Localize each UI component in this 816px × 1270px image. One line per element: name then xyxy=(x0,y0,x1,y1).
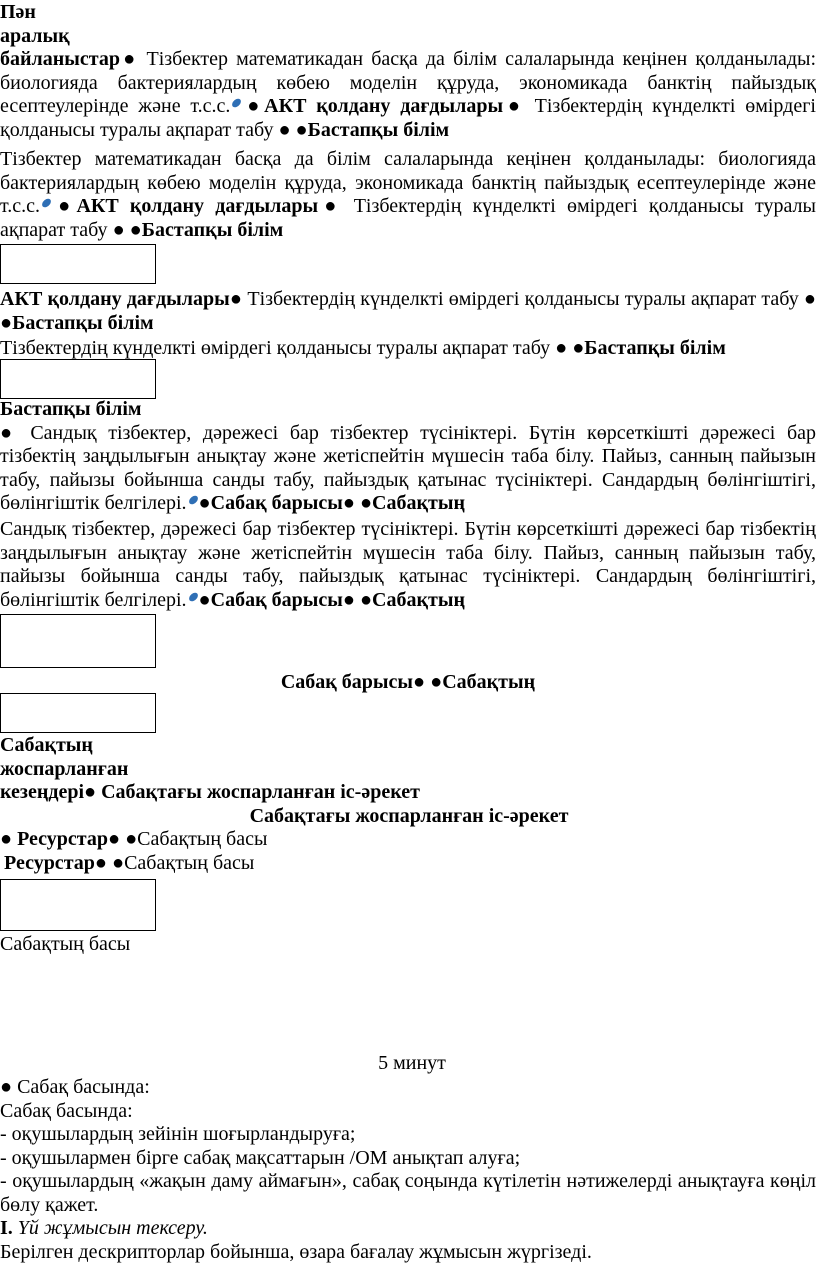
lesson-start-text: Сабақтың басы xyxy=(124,851,255,874)
bullet-icon: ● xyxy=(84,781,97,803)
intersubject-repeat-block xyxy=(0,148,816,242)
bullet-icon: ● xyxy=(0,311,13,334)
bullet-icon: ● xyxy=(295,118,308,141)
bullet-icon: ● xyxy=(111,851,125,874)
stages-heading-line3: кезеңдері xyxy=(0,781,85,803)
heading-aralyk: аралық xyxy=(0,24,70,47)
ict-heading: АКТ қолдану дағдылары xyxy=(76,195,319,217)
empty-table-cell xyxy=(0,614,156,668)
bullet-icon: ● xyxy=(107,828,121,850)
time-label: 5 минут xyxy=(378,1052,446,1074)
ict-text: Тізбектердің күнделкті өмірдегі қолданысы туралы ақпарат табу xyxy=(0,195,816,241)
stages-heading-line1: Сабақтың xyxy=(0,734,93,756)
lesson-heading: Сабақтың xyxy=(372,492,465,514)
prior-knowledge-text: Сандық тізбектер, дәрежесі бар тізбектер түсініктері. Бүтін көрсеткішті дәрежесі бар тізбектің заңдылығын анықтау және жетіспейтін мүшесін таба білу. Пайыз, санның пайызын табу, пайызы бойынша санды табу, пайыздық қатынас түсініктері. Сандардың бөлінгіштігі, бөлінгіштік белгілері. xyxy=(0,421,816,514)
empty-table-cell xyxy=(0,244,156,284)
empty-table-cell xyxy=(0,359,156,399)
prior-knowledge-heading: Бастапқы білім xyxy=(307,118,450,141)
resources-heading: Ресурстар xyxy=(4,851,95,874)
blue-bullet-icon xyxy=(187,590,198,602)
bullet-icon: ● xyxy=(112,218,125,241)
lesson-progress-heading: Сабақ барысы xyxy=(280,671,414,693)
prior-knowledge-heading: Бастапқы білім xyxy=(12,311,154,334)
resources-heading: Ресурстар xyxy=(12,828,108,850)
bullet-icon: ● xyxy=(430,671,443,693)
bullet-icon: ● xyxy=(0,1076,13,1098)
prior-knowledge-heading: Бастапқы білім xyxy=(141,218,284,241)
bullet-icon: ● xyxy=(125,828,138,850)
bullet-icon: ● xyxy=(342,492,355,514)
bullet-icon: ● xyxy=(278,118,291,141)
homework-check-heading: Үй жұмысын тексеру. xyxy=(12,1217,208,1239)
bullet-icon: ● xyxy=(359,588,373,611)
peer-assessment-text: Берілген дескрипторлар бойынша, өзара бағалау жұмысын жүргізеді. xyxy=(0,1240,592,1263)
bullet-icon: ● xyxy=(229,288,243,310)
planned-activity-heading: Сабақтағы жоспарланған іс-әрекет xyxy=(96,781,420,803)
prior-knowledge-heading: Бастапқы білім xyxy=(0,398,142,420)
lesson-heading: Сабақтың xyxy=(372,588,465,611)
at-start-label: Сабақ басында: xyxy=(12,1076,150,1098)
ict-block xyxy=(0,288,816,335)
bullet-icon: ● xyxy=(342,588,355,611)
bullet-icon: ● xyxy=(572,337,585,359)
bullet-icon: ● xyxy=(94,851,107,874)
lesson-start-block xyxy=(0,933,816,957)
bullet-icon: ● xyxy=(318,195,343,217)
bullet-icon: ● xyxy=(803,288,816,310)
stages-heading-line2: жоспарланған xyxy=(0,757,129,780)
ict-repeat-block xyxy=(0,337,816,361)
heading-bailanystar: байланыстар xyxy=(0,48,120,70)
lesson-heading: Сабақтың xyxy=(442,671,536,693)
prior-knowledge-text: Сандық тізбектер, дәрежесі бар тізбектер түсініктері. Бүтін көрсеткішті дәрежесі бар тізбектің заңдылығын анықтау және жетіспейтін мүшесін таба білу. Пайыз, санның пайызын табу, пайызы бойынша санды табу, пайыздық қатынас түсініктері. Сандардың бөлінгіштігі, бөлінгіштік белгілері. xyxy=(0,518,816,611)
bullet-icon: ● xyxy=(119,48,139,70)
resources-line xyxy=(0,828,816,852)
empty-table-cell xyxy=(0,879,156,931)
ict-text: Тізбектердің күнделкті өмірдегі қолданысы туралы ақпарат табу xyxy=(242,288,804,310)
section-number: I. xyxy=(0,1217,13,1239)
bullet-icon: ● xyxy=(242,95,265,117)
blue-bullet-icon xyxy=(231,97,242,109)
bullet-icon: ● xyxy=(129,218,142,241)
bullet-icon: ● xyxy=(0,421,19,444)
bullet-icon: ● xyxy=(555,337,568,359)
bullet-icon: ● xyxy=(198,492,211,514)
bullet-icon: ● xyxy=(0,828,13,850)
lesson-start-details xyxy=(0,1076,816,1264)
bullet-icon: ● xyxy=(198,588,211,611)
resources-line-repeat xyxy=(0,852,816,876)
ict-text: Тізбектердің күнделкті өмірдегі қолданысы туралы ақпарат табу xyxy=(0,95,816,141)
prior-knowledge-repeat-block xyxy=(0,518,816,612)
bullet-icon: ● xyxy=(359,492,373,514)
empty-table-cell xyxy=(0,693,156,733)
lesson-stages-block xyxy=(0,734,816,875)
ict-text: Тізбектердің күнделкті өмірдегі қолданысы туралы ақпарат табу xyxy=(0,337,556,359)
lesson-progress-heading: Сабақ барысы xyxy=(210,492,343,514)
planned-activity-centered: Сабақтағы жоспарланған іс-әрекет xyxy=(249,804,569,827)
ict-heading: АКТ қолдану дағдылары xyxy=(0,288,230,310)
lesson-start-text: Сабақтың басы xyxy=(0,933,131,955)
intersubject-block xyxy=(0,1,816,142)
heading-pan: Пән xyxy=(0,1,36,23)
lesson-start-text: Сабақтың басы xyxy=(137,828,268,850)
goal-item-3: - оқушылардың «жақын даму аймағын», сабақ соңында күтілетін нәтижелерді анықтауға көңіл бөлу қажет. xyxy=(0,1170,816,1216)
at-start-label-repeat: Сабақ басында: xyxy=(0,1099,133,1122)
intersubject-text: Тізбектер математикадан басқа да білім салаларында кеңінен қолданылады: биологияда бактериялардың көбею моделін құруда, экономикада банктің пайыздық есептеулерінде және т.с.с. xyxy=(0,48,816,117)
intersubject-text: Тізбектер математикадан басқа да білім салаларында кеңінен қолданылады: биологияда бактериялардың көбею моделін құруда, экономикада банктің пайыздық есептеулерінде және т.с.с. xyxy=(0,148,816,217)
goal-item-1: - оқушылардың зейінін шоғырландыруға; xyxy=(0,1123,356,1145)
goal-item-2: - оқушылармен бірге сабақ мақсаттарын /ОМ анықтап алуға; xyxy=(0,1146,521,1169)
bullet-icon: ● xyxy=(52,195,77,217)
bullet-icon: ● xyxy=(503,95,525,117)
lesson-progress-centered xyxy=(0,671,816,695)
prior-knowledge-heading: Бастапқы білім xyxy=(584,337,726,359)
lesson-progress-heading: Сабақ барысы xyxy=(210,588,343,611)
blue-bullet-icon xyxy=(41,197,52,209)
ict-heading: АКТ қолдану дағдылары xyxy=(264,95,504,117)
blue-bullet-icon xyxy=(187,494,198,506)
prior-knowledge-block xyxy=(0,398,816,516)
bullet-icon: ● xyxy=(413,671,426,693)
